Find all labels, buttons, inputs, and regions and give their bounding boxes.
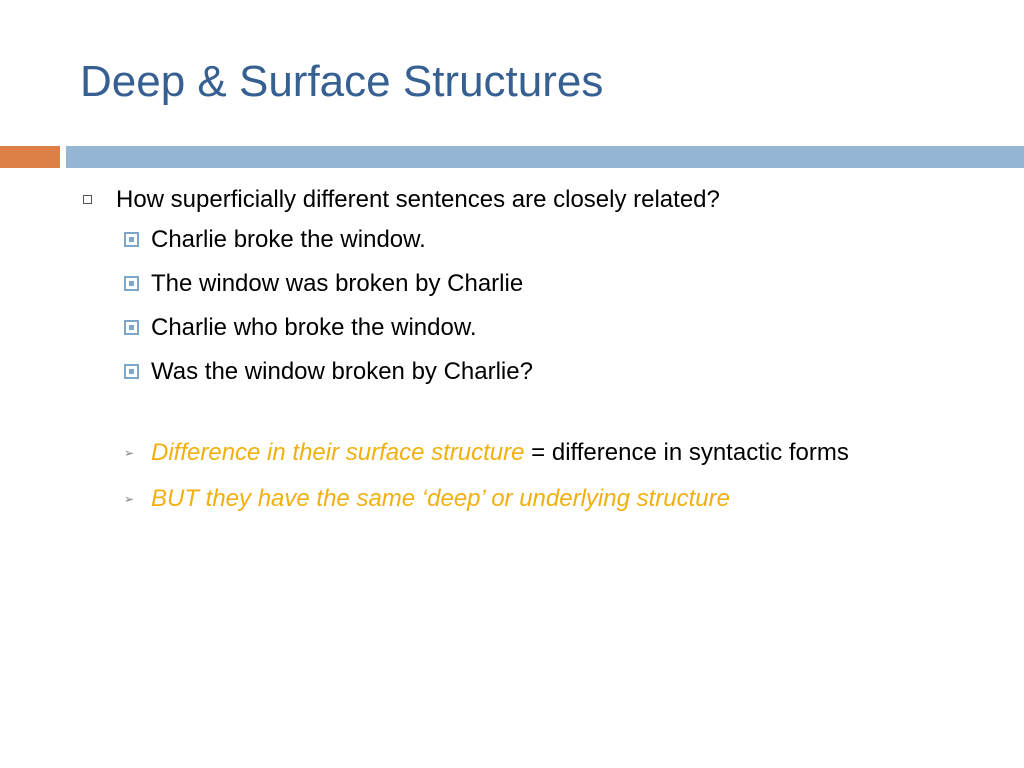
title-accent-bar: [0, 146, 60, 168]
arrowhead-icon: ➢: [124, 492, 135, 506]
spacer: [80, 394, 980, 436]
note-highlight-text: BUT they have the same ‘deep’ or underlying structure: [151, 485, 730, 512]
slide-body: [80, 182, 980, 528]
note-plain-text: = difference in syntactic forms: [524, 439, 849, 466]
example-item: [80, 218, 980, 262]
bullet-main: [80, 182, 980, 218]
arrowhead-icon: ➢: [124, 446, 135, 460]
framed-square-icon: [124, 276, 139, 291]
bullet-main-text: How superficially different sentences are closely related?: [116, 186, 720, 213]
example-text: The window was broken by Charlie: [151, 270, 524, 297]
note-item: [80, 482, 991, 516]
framed-square-icon: [124, 364, 139, 379]
example-text: Charlie who broke the window.: [151, 314, 477, 341]
slide-title: Deep & Surface Structures: [80, 57, 604, 106]
framed-square-icon: [124, 232, 139, 247]
title-divider-bar: [66, 146, 1024, 168]
example-item: [80, 306, 980, 350]
framed-square-icon: [124, 320, 139, 335]
note-item: [80, 436, 951, 470]
note-highlight-text: Difference in their surface structure: [151, 439, 525, 466]
example-text: Was the window broken by Charlie?: [151, 358, 533, 385]
example-text: Charlie broke the window.: [151, 226, 426, 253]
example-item: [80, 350, 980, 394]
hollow-square-icon: [83, 195, 92, 204]
example-item: [80, 262, 980, 306]
